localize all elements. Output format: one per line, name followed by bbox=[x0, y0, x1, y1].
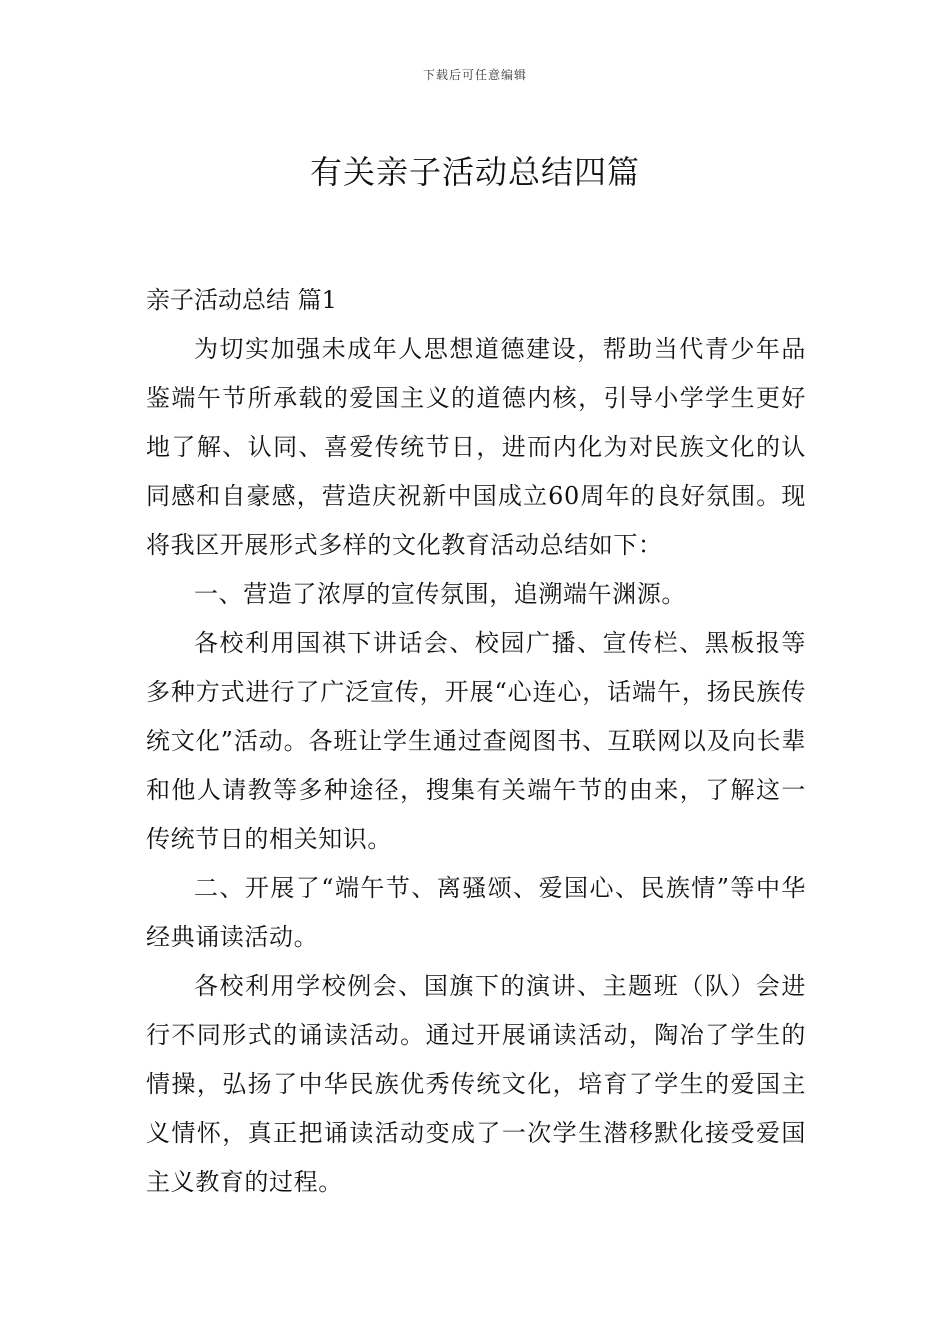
document-body bbox=[146, 276, 806, 1207]
header-note: 下载后可任意编辑 bbox=[422, 68, 527, 82]
paragraph-intro: 为切实加强未成年人思想道德建设，帮助当代青少年品鉴端午节所承载的爱国主义的道德内核，引导小学学生更好地了解、认同、喜爱传统节日，进而内化为对民族文化的认同感和自豪感，营造庆祝新中国成立60周年的良好氛围。现将我区开展形式多样的文化教育活动总结如下： bbox=[146, 335, 806, 559]
paragraph-point-one-detail: 各校利用国祺下讲话会、校园广播、宣传栏、黑板报等多种方式进行了广泛宣传，开展“心连心，话端午，扬民族传统文化”活动。各班让学生通过查阅图书、互联网以及向长辈和他人请教等多种途径，搜集有关端午节的由来，了解这一传统节日的相关知识。 bbox=[146, 629, 806, 853]
paragraph-point-one: 一、营造了浓厚的宣传氛围，追溯端午渊源。 bbox=[194, 580, 686, 608]
paragraph-point-two-detail: 各校利用学校例会、国旗下的演讲、主题班（队）会进行不同形式的诵读活动。通过开展诵读活动，陶冶了学生的情操，弘扬了中华民族优秀传统文化，培育了学生的爱国主义情怀，真正把诵读活动变成了一次学生潜移默化接受爱国主义教育的过程。 bbox=[146, 972, 806, 1196]
paragraph-point-two: 二、开展了“端午节、离骚颂、爱国心、民族情”等中华经典诵读活动。 bbox=[146, 874, 806, 951]
section-heading: 亲子活动总结 篇1 bbox=[146, 286, 337, 314]
document-title: 有关亲子活动总结四篇 bbox=[309, 153, 640, 192]
